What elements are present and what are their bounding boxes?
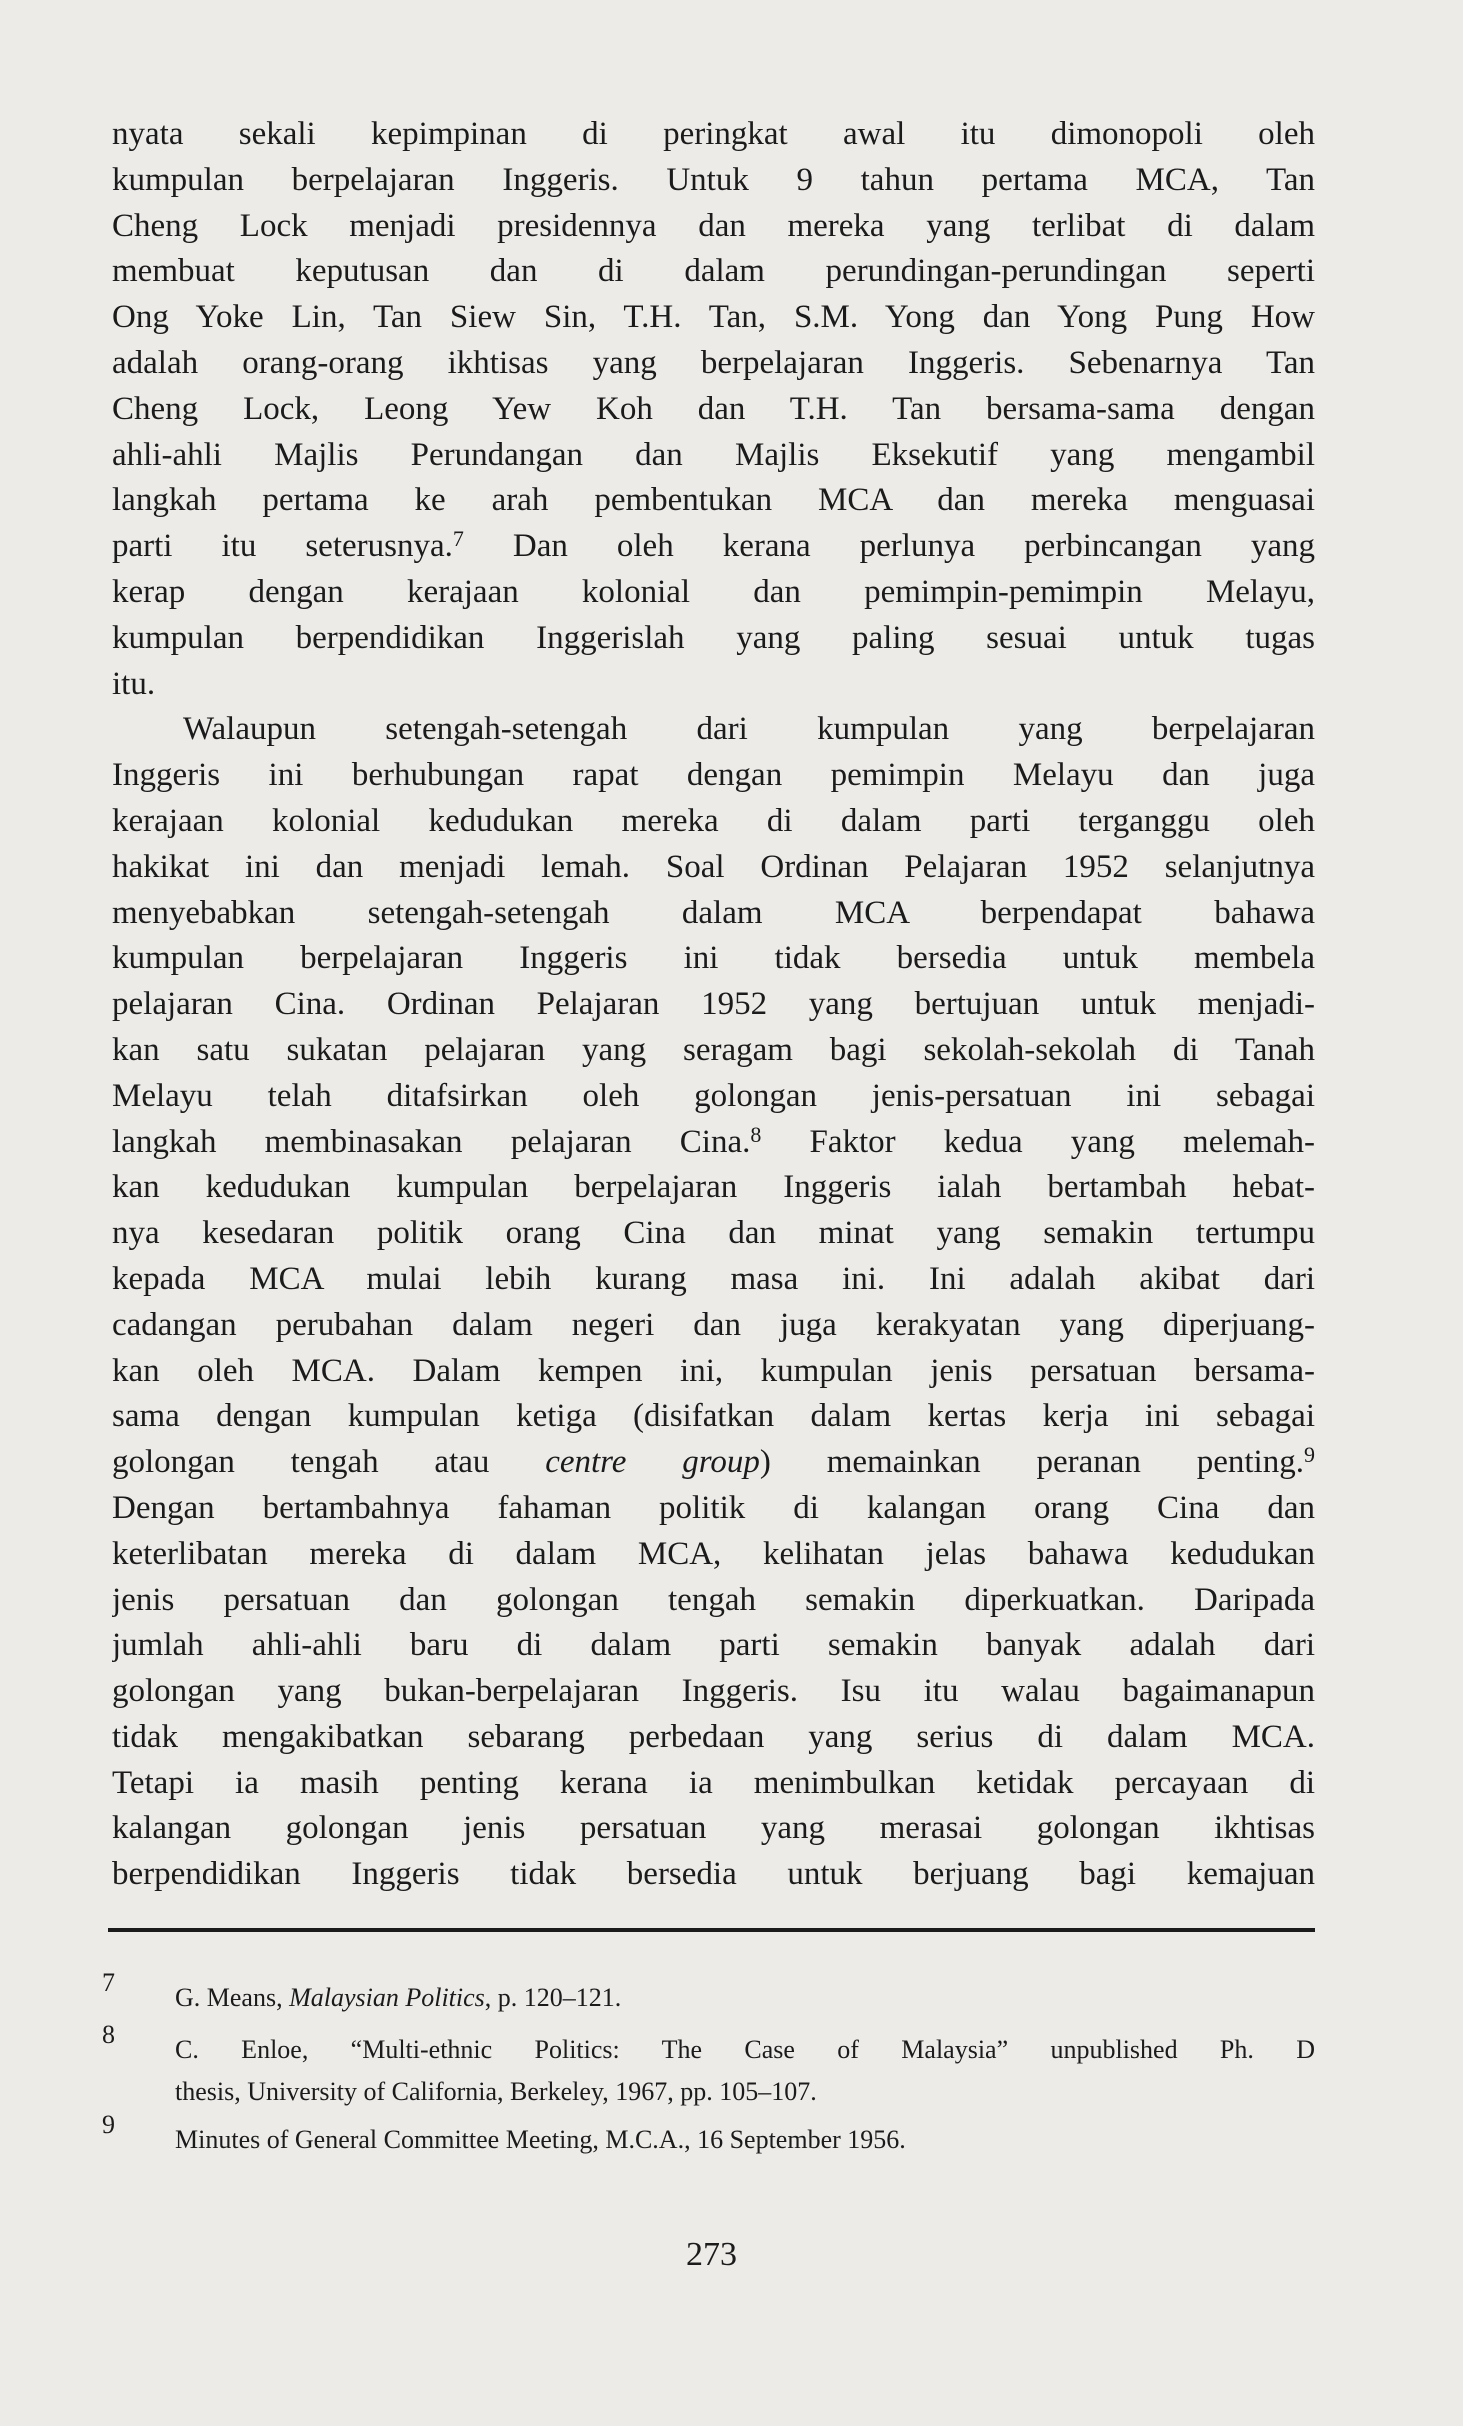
text-line <box>112 433 1315 479</box>
text-segment: Dan oleh kerana perlunya perbincangan yang <box>463 528 1315 565</box>
footnote-9: Minutes of General Committee Meeting, M.C.A., 16 September 1956. <box>175 2125 906 2154</box>
text-line <box>112 1669 1315 1715</box>
footnote-number: 9 <box>102 2110 115 2139</box>
text-line <box>112 616 1315 662</box>
text-segment: pelajaran Cina. Ordinan Pelajaran 1952 yang bertujuan untuk menjadi- <box>112 986 1315 1023</box>
text-line <box>112 387 1315 433</box>
text-line <box>112 891 1315 937</box>
footnote-8-line1: C. Enloe, “Multi-ethnic Politics: The Case of Malaysia” unpublished Ph. D <box>175 2035 1315 2064</box>
text-line <box>112 112 1315 158</box>
text-segment: Inggeris ini berhubungan rapat dengan pemimpin Melayu dan juga <box>112 757 1315 794</box>
text-line <box>112 295 1315 341</box>
text-line <box>112 707 1315 753</box>
text-line <box>112 1715 1315 1761</box>
footnote-title: Malaysian Politics <box>289 1983 485 2012</box>
text-line <box>112 1394 1315 1440</box>
footnote-reference: 8 <box>750 1121 762 1147</box>
text-line <box>112 1028 1315 1074</box>
text-line <box>112 1349 1315 1395</box>
text-segment: kalangan golongan jenis persatuan yang merasai golongan ikhtisas <box>112 1810 1315 1847</box>
text-line <box>112 204 1315 250</box>
text-segment: Walaupun setengah-setengah dari kumpulan yang berpelajaran <box>183 711 1315 748</box>
text-segment: itu. <box>112 665 156 702</box>
text-line <box>112 753 1315 799</box>
text-line <box>112 524 1315 570</box>
text-segment: nyata sekali kepimpinan di peringkat awal itu dimonopoli oleh <box>112 116 1315 152</box>
text-segment: ) memainkan peranan penting. <box>759 1444 1304 1481</box>
italic-text: centre group <box>545 1444 760 1481</box>
text-segment: keterlibatan mereka di dalam MCA, kelihatan jelas bahawa kedudukan <box>112 1535 1315 1572</box>
text-segment: Ong Yoke Lin, Tan Siew Sin, T.H. Tan, S.M. Yong dan Yong Pung How <box>112 299 1315 336</box>
text-line <box>112 1211 1315 1257</box>
text-line <box>112 478 1315 524</box>
text-line <box>112 341 1315 387</box>
text-segment: ahli-ahli Majlis Perundangan dan Majlis Eksekutif yang mengambil <box>112 436 1315 473</box>
text-line <box>112 845 1315 891</box>
text-line <box>112 1257 1315 1303</box>
text-segment: hakikat ini dan menjadi lemah. Soal Ordinan Pelajaran 1952 selanjutnya <box>112 848 1315 885</box>
page-number: 273 <box>686 2236 737 2273</box>
text-line <box>112 1165 1315 1211</box>
text-segment: kan oleh MCA. Dalam kempen ini, kumpulan jenis persatuan bersama- <box>112 1352 1315 1389</box>
text-line <box>112 1761 1315 1807</box>
text-segment: kan kedudukan kumpulan berpelajaran Inggeris ialah bertambah hebat- <box>112 1169 1315 1206</box>
text-line <box>112 249 1315 295</box>
footnote-reference: 9 <box>1303 1442 1315 1468</box>
text-segment: tidak mengakibatkan sebarang perbedaan yang serius di dalam MCA. <box>112 1718 1315 1755</box>
text-segment: cadangan perubahan dalam negeri dan juga kerakyatan yang diperjuang- <box>112 1306 1315 1343</box>
text-segment: jumlah ahli-ahli baru di dalam parti semakin banyak adalah dari <box>112 1627 1315 1664</box>
text-line <box>112 1120 1315 1166</box>
text-line <box>112 799 1315 845</box>
text-segment: langkah pertama ke arah pembentukan MCA dan mereka menguasai <box>112 482 1315 519</box>
text-segment: langkah membinasakan pelajaran Cina. <box>112 1123 751 1160</box>
text-segment: kumpulan berpelajaran Inggeris. Untuk 9 tahun pertama MCA, Tan <box>112 161 1315 198</box>
text-line <box>112 158 1315 204</box>
text-segment: adalah orang-orang ikhtisas yang berpelajaran Inggeris. Sebenarnya Tan <box>112 344 1315 381</box>
body-text <box>112 112 1315 1898</box>
text-segment: parti itu seterusnya. <box>112 528 453 565</box>
footnote-number: 8 <box>102 2020 115 2049</box>
footnote-reference: 7 <box>452 526 464 552</box>
text-line <box>112 570 1315 616</box>
text-segment: Cheng Lock, Leong Yew Koh dan T.H. Tan bersama-sama dengan <box>112 390 1315 427</box>
text-segment: menyebabkan setengah-setengah dalam MCA berpendapat bahawa <box>112 894 1315 931</box>
text-segment: berpendidikan Inggeris tidak bersedia untuk berjuang bagi kemajuan <box>112 1856 1315 1893</box>
footnote-divider <box>108 1928 1315 1932</box>
footnote-text: , p. 120–121. <box>484 1983 622 2012</box>
text-line <box>112 1486 1315 1532</box>
footnote-text: G. Means, <box>175 1983 290 2012</box>
text-segment: kan satu sukatan pelajaran yang seragam bagi sekolah-sekolah di Tanah <box>112 1031 1315 1068</box>
text-segment: kerap dengan kerajaan kolonial dan pemimpin-pemimpin Melayu, <box>112 573 1315 610</box>
text-segment: kepada MCA mulai lebih kurang masa ini. Ini adalah akibat dari <box>112 1260 1315 1297</box>
text-segment: Cheng Lock menjadi presidennya dan mereka yang terlibat di dalam <box>112 207 1315 244</box>
text-line <box>112 1578 1315 1624</box>
text-segment: kerajaan kolonial kedudukan mereka di dalam parti terganggu oleh <box>112 802 1315 839</box>
footnote-7 <box>175 1978 621 2018</box>
text-segment: sama dengan kumpulan ketiga (disifatkan dalam kertas kerja ini sebagai <box>112 1398 1315 1435</box>
text-line <box>112 982 1315 1028</box>
text-segment: golongan tengah atau <box>112 1444 546 1481</box>
text-segment: Faktor kedua yang melemah- <box>761 1123 1315 1160</box>
text-segment: Melayu telah ditafsirkan oleh golongan jenis-persatuan ini sebagai <box>112 1077 1315 1114</box>
text-line <box>112 1440 1315 1486</box>
text-line <box>112 1074 1315 1120</box>
text-segment: nya kesedaran politik orang Cina dan minat yang semakin tertumpu <box>112 1215 1315 1252</box>
text-segment: Tetapi ia masih penting kerana ia menimbulkan ketidak percayaan di <box>112 1764 1315 1801</box>
text-line <box>112 1532 1315 1578</box>
text-segment: jenis persatuan dan golongan tengah semakin diperkuatkan. Daripada <box>112 1581 1315 1618</box>
text-line <box>112 662 1315 708</box>
text-segment: Dengan bertambahnya fahaman politik di kalangan orang Cina dan <box>112 1489 1315 1526</box>
text-segment: kumpulan berpendidikan Inggerislah yang paling sesuai untuk tugas <box>112 619 1315 656</box>
text-line <box>112 1806 1315 1852</box>
text-line <box>112 1623 1315 1669</box>
text-line <box>112 1852 1315 1898</box>
text-segment: membuat keputusan dan di dalam perundingan-perundingan seperti <box>112 253 1315 290</box>
text-segment: golongan yang bukan-berpelajaran Inggeris. Isu itu walau bagaimanapun <box>112 1673 1315 1710</box>
text-segment: kumpulan berpelajaran Inggeris ini tidak bersedia untuk membela <box>112 940 1315 977</box>
footnote-number: 7 <box>102 1968 115 1997</box>
footnote-8-line2: thesis, University of California, Berkeley, 1967, pp. 105–107. <box>175 2077 817 2106</box>
text-line <box>112 936 1315 982</box>
text-line <box>112 1303 1315 1349</box>
